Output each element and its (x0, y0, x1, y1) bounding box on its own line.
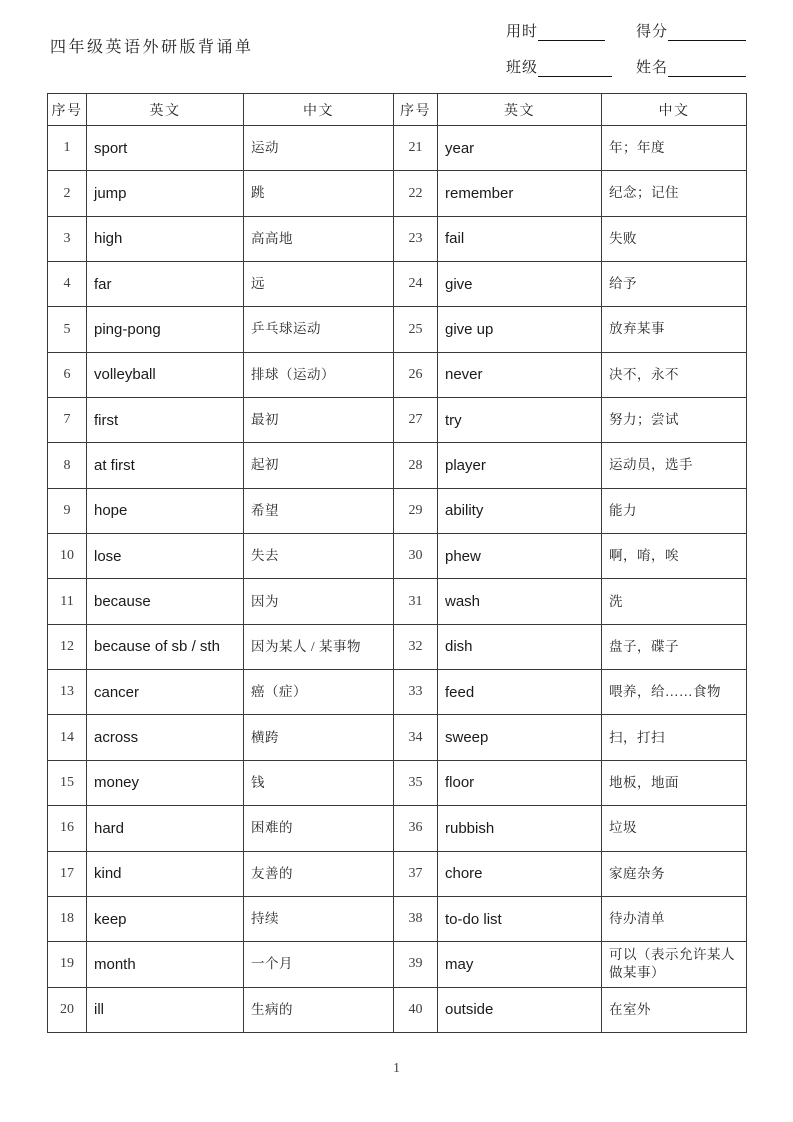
english-word-cell: keep (87, 896, 244, 941)
row-number-cell: 20 (48, 987, 87, 1032)
header-fields-row-2 (506, 56, 746, 77)
row-number-cell: 30 (394, 534, 438, 579)
english-word-cell: fail (438, 216, 602, 261)
english-word-cell: wash (438, 579, 602, 624)
english-word-cell: hope (87, 488, 244, 533)
chinese-meaning-cell: 运动 (244, 126, 394, 171)
header-fields-row-1 (506, 20, 746, 41)
english-word-cell: give up (438, 307, 602, 352)
english-word-cell: player (438, 443, 602, 488)
time-used-blank-line (538, 27, 605, 41)
chinese-meaning-cell: 洗 (602, 579, 747, 624)
english-word-cell: year (438, 126, 602, 171)
chinese-meaning-cell: 一个月 (244, 942, 394, 987)
chinese-meaning-cell: 扫，打扫 (602, 715, 747, 760)
chinese-meaning-cell: 待办清单 (602, 896, 747, 941)
english-word-cell: jump (87, 171, 244, 216)
row-number-cell: 23 (394, 216, 438, 261)
row-number-cell: 27 (394, 398, 438, 443)
english-word-cell: sweep (438, 715, 602, 760)
chinese-meaning-cell: 能力 (602, 488, 747, 533)
chinese-meaning-cell: 啊，唷，唉 (602, 534, 747, 579)
english-word-cell: lose (87, 534, 244, 579)
english-word-cell: phew (438, 534, 602, 579)
class-label: 班级 (506, 60, 539, 76)
table-row (48, 670, 747, 715)
row-number-cell: 10 (48, 534, 87, 579)
english-word-cell: across (87, 715, 244, 760)
chinese-meaning-cell: 友善的 (244, 851, 394, 896)
row-number-cell: 35 (394, 760, 438, 805)
table-row (48, 806, 747, 851)
english-word-cell: may (438, 942, 602, 987)
column-header: 英文 (438, 94, 602, 126)
english-word-cell: money (87, 760, 244, 805)
english-word-cell: because of sb / sth (87, 624, 244, 669)
chinese-meaning-cell: 盘子，碟子 (602, 624, 747, 669)
row-number-cell: 39 (394, 942, 438, 987)
table-row (48, 624, 747, 669)
row-number-cell: 32 (394, 624, 438, 669)
time-used-label: 用时 (506, 24, 539, 40)
row-number-cell: 14 (48, 715, 87, 760)
english-word-cell: rubbish (438, 806, 602, 851)
header-fields (506, 20, 746, 92)
english-word-cell: at first (87, 443, 244, 488)
row-number-cell: 28 (394, 443, 438, 488)
english-word-cell: month (87, 942, 244, 987)
english-word-cell: cancer (87, 670, 244, 715)
column-header: 序号 (48, 94, 87, 126)
english-word-cell: remember (438, 171, 602, 216)
table-row (48, 398, 747, 443)
name-blank-line (668, 63, 746, 77)
table-row (48, 715, 747, 760)
page-number: 1 (393, 1061, 400, 1076)
row-number-cell: 26 (394, 352, 438, 397)
column-header: 英文 (87, 94, 244, 126)
chinese-meaning-cell: 可以（表示允许某人做某事） (602, 942, 747, 987)
english-word-cell: first (87, 398, 244, 443)
row-number-cell: 24 (394, 262, 438, 307)
english-word-cell: feed (438, 670, 602, 715)
row-number-cell: 7 (48, 398, 87, 443)
english-word-cell: outside (438, 987, 602, 1032)
english-word-cell: volleyball (87, 352, 244, 397)
row-number-cell: 1 (48, 126, 87, 171)
row-number-cell: 11 (48, 579, 87, 624)
row-number-cell: 22 (394, 171, 438, 216)
chinese-meaning-cell: 垃圾 (602, 806, 747, 851)
row-number-cell: 36 (394, 806, 438, 851)
table-row (48, 760, 747, 805)
row-number-cell: 2 (48, 171, 87, 216)
table-row (48, 216, 747, 261)
english-word-cell: ill (87, 987, 244, 1032)
name-label: 姓名 (635, 60, 668, 76)
english-word-cell: give (438, 262, 602, 307)
row-number-cell: 40 (394, 987, 438, 1032)
chinese-meaning-cell: 失去 (244, 534, 394, 579)
chinese-meaning-cell: 癌（症） (244, 670, 394, 715)
row-number-cell: 37 (394, 851, 438, 896)
chinese-meaning-cell: 最初 (244, 398, 394, 443)
table-row (48, 579, 747, 624)
page-title: 四年级英语外研版背诵单 (50, 39, 254, 56)
chinese-meaning-cell: 喂养，给……食物 (602, 670, 747, 715)
table-row (48, 126, 747, 171)
row-number-cell: 9 (48, 488, 87, 533)
english-word-cell: floor (438, 760, 602, 805)
class-field (506, 56, 612, 77)
chinese-meaning-cell: 纪念；记住 (602, 171, 747, 216)
class-blank-line (538, 63, 612, 77)
chinese-meaning-cell: 努力；尝试 (602, 398, 747, 443)
chinese-meaning-cell: 放弃某事 (602, 307, 747, 352)
row-number-cell: 17 (48, 851, 87, 896)
english-word-cell: ability (438, 488, 602, 533)
row-number-cell: 38 (394, 896, 438, 941)
name-field (636, 56, 746, 77)
english-word-cell: because (87, 579, 244, 624)
row-number-cell: 4 (48, 262, 87, 307)
chinese-meaning-cell: 起初 (244, 443, 394, 488)
chinese-meaning-cell: 希望 (244, 488, 394, 533)
score-field (636, 20, 746, 41)
chinese-meaning-cell: 因为某人 / 某事物 (244, 624, 394, 669)
table-row (48, 171, 747, 216)
score-blank-line (668, 27, 746, 41)
chinese-meaning-cell: 失败 (602, 216, 747, 261)
english-word-cell: never (438, 352, 602, 397)
chinese-meaning-cell: 地板，地面 (602, 760, 747, 805)
chinese-meaning-cell: 在室外 (602, 987, 747, 1032)
table-row (48, 443, 747, 488)
table-row (48, 534, 747, 579)
english-word-cell: hard (87, 806, 244, 851)
row-number-cell: 8 (48, 443, 87, 488)
english-word-cell: kind (87, 851, 244, 896)
table-row (48, 307, 747, 352)
row-number-cell: 21 (394, 126, 438, 171)
row-number-cell: 12 (48, 624, 87, 669)
row-number-cell: 25 (394, 307, 438, 352)
chinese-meaning-cell: 生病的 (244, 987, 394, 1032)
chinese-meaning-cell: 排球（运动） (244, 352, 394, 397)
english-word-cell: dish (438, 624, 602, 669)
score-label: 得分 (635, 24, 668, 40)
row-number-cell: 16 (48, 806, 87, 851)
row-number-cell: 13 (48, 670, 87, 715)
row-number-cell: 18 (48, 896, 87, 941)
table-row (48, 488, 747, 533)
row-number-cell: 3 (48, 216, 87, 261)
chinese-meaning-cell: 高高地 (244, 216, 394, 261)
table-header-row (48, 94, 747, 126)
english-word-cell: try (438, 398, 602, 443)
column-header: 中文 (602, 94, 747, 126)
chinese-meaning-cell: 家庭杂务 (602, 851, 747, 896)
table-row (48, 851, 747, 896)
chinese-meaning-cell: 乒乓球运动 (244, 307, 394, 352)
row-number-cell: 29 (394, 488, 438, 533)
row-number-cell: 34 (394, 715, 438, 760)
chinese-meaning-cell: 决不，永不 (602, 352, 747, 397)
row-number-cell: 31 (394, 579, 438, 624)
english-word-cell: to-do list (438, 896, 602, 941)
english-word-cell: far (87, 262, 244, 307)
chinese-meaning-cell: 远 (244, 262, 394, 307)
table-row (48, 896, 747, 941)
row-number-cell: 33 (394, 670, 438, 715)
row-number-cell: 19 (48, 942, 87, 987)
time-used-field (506, 20, 605, 41)
chinese-meaning-cell: 跳 (244, 171, 394, 216)
english-word-cell: high (87, 216, 244, 261)
chinese-meaning-cell: 给予 (602, 262, 747, 307)
table-row (48, 262, 747, 307)
table-row (48, 352, 747, 397)
chinese-meaning-cell: 年；年度 (602, 126, 747, 171)
chinese-meaning-cell: 持续 (244, 896, 394, 941)
chinese-meaning-cell: 钱 (244, 760, 394, 805)
table-body (48, 126, 747, 1033)
chinese-meaning-cell: 横跨 (244, 715, 394, 760)
row-number-cell: 15 (48, 760, 87, 805)
column-header: 中文 (244, 94, 394, 126)
chinese-meaning-cell: 运动员，选手 (602, 443, 747, 488)
english-word-cell: ping-pong (87, 307, 244, 352)
chinese-meaning-cell: 因为 (244, 579, 394, 624)
chinese-meaning-cell: 困难的 (244, 806, 394, 851)
english-word-cell: sport (87, 126, 244, 171)
row-number-cell: 5 (48, 307, 87, 352)
vocabulary-table (47, 93, 747, 1033)
english-word-cell: chore (438, 851, 602, 896)
table-row (48, 942, 747, 987)
table-row (48, 987, 747, 1032)
column-header: 序号 (394, 94, 438, 126)
row-number-cell: 6 (48, 352, 87, 397)
